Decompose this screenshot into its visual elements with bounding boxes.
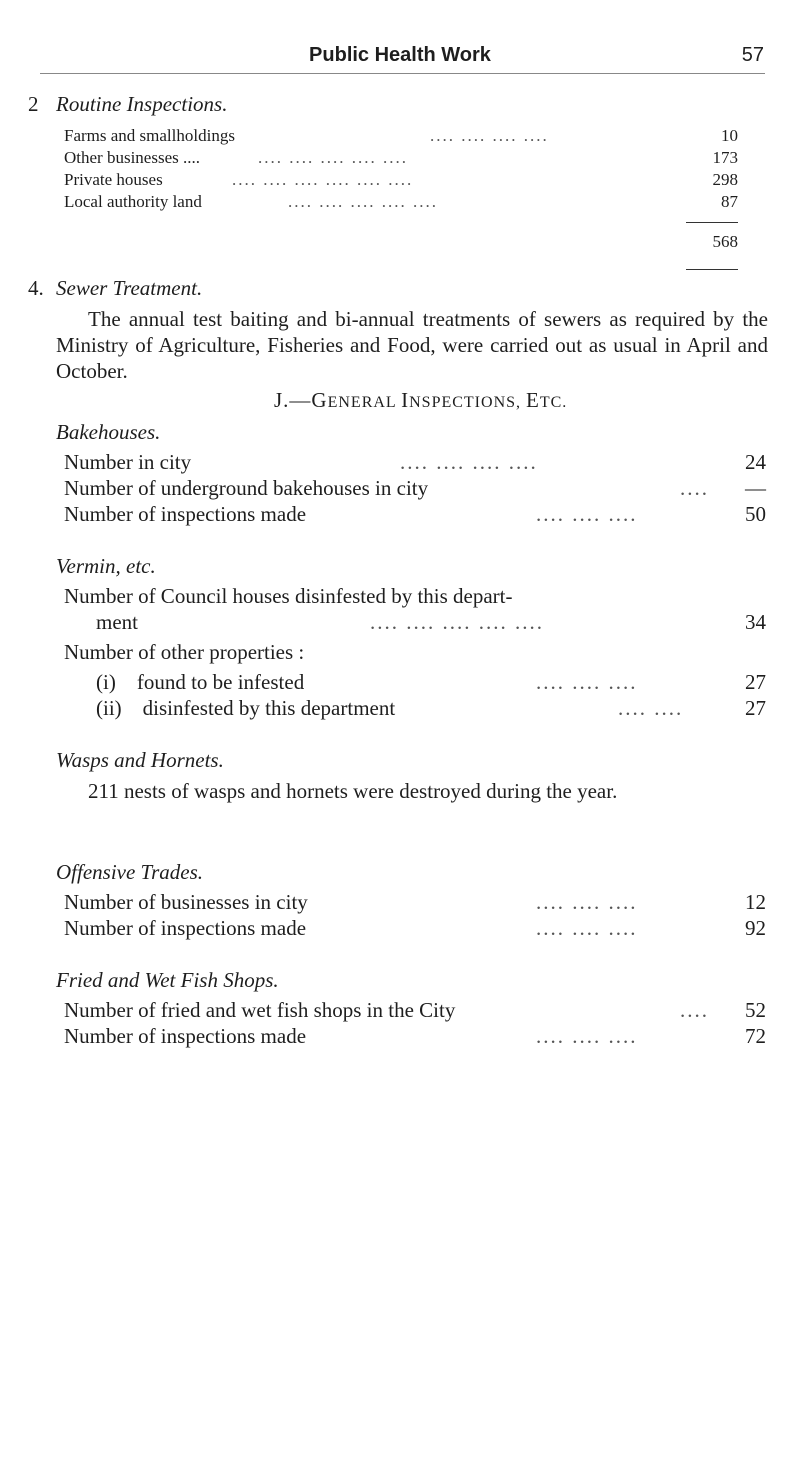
leader-dots: .... .... .... .... .... xyxy=(370,610,544,634)
page-header xyxy=(0,44,800,74)
row-label: Number of fried and wet fish shops in the City xyxy=(64,998,456,1022)
row-label: (ii) disinfested by this department xyxy=(96,696,396,720)
routine-total: 568 xyxy=(712,232,738,251)
vermin-line1: Number of Council houses disinfested by this depart- xyxy=(64,584,513,608)
section-j-prefix: J.—G xyxy=(274,388,328,412)
leader-dots: .... .... .... xyxy=(536,890,638,914)
row-value: 52 xyxy=(745,998,766,1022)
sewer-heading-number: 4. xyxy=(28,276,44,300)
leader-dots: .... xyxy=(680,998,709,1022)
leader-dots: .... .... .... xyxy=(536,502,638,526)
total-rule-top xyxy=(686,222,738,223)
offensive-heading: Offensive Trades. xyxy=(56,860,203,884)
leader-dots: .... .... .... xyxy=(536,670,638,694)
row-value: 173 xyxy=(712,148,738,167)
row-label: (i) found to be infested xyxy=(96,670,305,694)
leader-dots: .... .... .... .... xyxy=(400,450,538,474)
page-number: 57 xyxy=(741,44,764,66)
fish-heading: Fried and Wet Fish Shops. xyxy=(56,968,279,992)
row-value: 34 xyxy=(745,610,766,634)
leader-dots: .... .... .... .... .... .... xyxy=(232,170,414,189)
leader-dots: .... .... .... xyxy=(536,916,638,940)
row-value: 92 xyxy=(745,916,766,940)
row-value: 87 xyxy=(721,192,738,211)
leader-dots: .... .... xyxy=(618,696,684,720)
sewer-heading: Sewer Treatment. xyxy=(56,276,203,300)
wasps-heading: Wasps and Hornets. xyxy=(56,748,224,772)
section-j-title: J.—GENERAL INSPECTIONS, ETC. xyxy=(274,388,568,412)
leader-dots: .... xyxy=(680,476,709,500)
leader-dots: .... .... .... .... xyxy=(430,126,549,145)
leader-dots: .... .... .... .... .... xyxy=(258,148,408,167)
row-value: — xyxy=(745,476,766,500)
row-value: 298 xyxy=(712,170,738,189)
total-rule-bottom xyxy=(686,269,738,270)
row-label: Number of underground bakehouses in city xyxy=(64,476,429,500)
row-label: Farms and smallholdings xyxy=(64,126,235,145)
routine-heading: Routine Inspections. xyxy=(56,92,228,116)
row-value: 27 xyxy=(745,670,766,694)
leader-dots: .... .... .... xyxy=(536,1024,638,1048)
vermin-line2: ment xyxy=(96,610,138,634)
row-value: 27 xyxy=(745,696,766,720)
row-value: 50 xyxy=(745,502,766,526)
wasps-paragraph: 211 nests of wasps and hornets were destroyed during the year. xyxy=(88,779,618,803)
row-label: Private houses xyxy=(64,170,163,189)
leader-dots: .... .... .... .... .... xyxy=(288,192,438,211)
vermin-heading: Vermin, etc. xyxy=(56,554,156,578)
header-rule xyxy=(40,73,765,74)
bakehouses-heading: Bakehouses. xyxy=(56,420,161,444)
sewer-paragraph: The annual test baiting and bi-annual treatments of sewers as required by the Ministry of Agriculture, Fisheries and Food, were carried out as usual in April and October. xyxy=(56,307,768,383)
row-label: Local authority land xyxy=(64,192,202,211)
row-value: 72 xyxy=(745,1024,766,1048)
row-value: 10 xyxy=(721,126,738,145)
row-label: Number of businesses in city xyxy=(64,890,308,914)
row-label: Other businesses .... xyxy=(64,148,200,167)
row-value: 12 xyxy=(745,890,766,914)
row-value: 24 xyxy=(745,450,766,474)
row-label: Number in city xyxy=(64,450,192,474)
row-label: Number of inspections made xyxy=(64,1024,307,1048)
row-label: Number of inspections made xyxy=(64,916,307,940)
row-label: Number of inspections made xyxy=(64,502,307,526)
page-title: Public Health Work xyxy=(309,44,491,66)
vermin-line3: Number of other properties : xyxy=(64,640,305,664)
routine-heading-number: 2 xyxy=(28,92,39,116)
